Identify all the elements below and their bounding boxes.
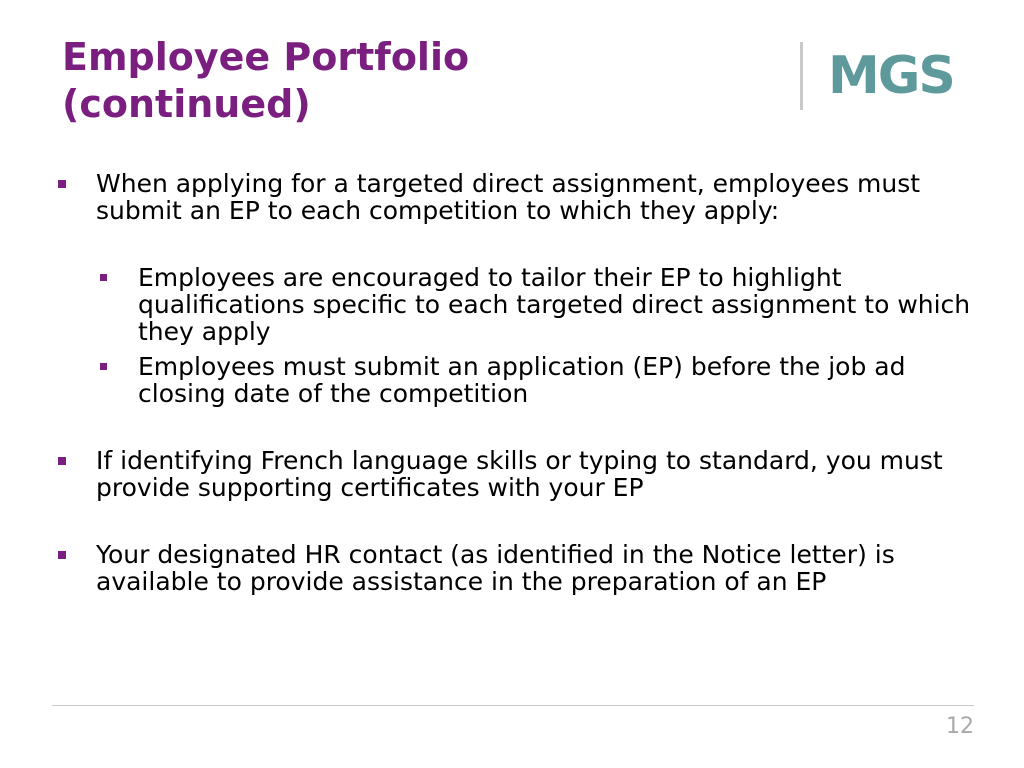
footer-divider bbox=[52, 705, 974, 706]
square-bullet-icon bbox=[100, 363, 107, 370]
bullet-text: When applying for a targeted direct assignment, employees must submit an EP to each competition to which they apply: bbox=[96, 169, 921, 225]
square-bullet-icon bbox=[58, 551, 66, 559]
square-bullet-icon bbox=[100, 274, 107, 281]
title-line-2: (continued) bbox=[62, 82, 311, 126]
page-number: 12 bbox=[946, 714, 974, 739]
bullet-text: Your designated HR contact (as identified in the Notice letter) is available to provide assistance in the preparation of an EP bbox=[96, 540, 895, 596]
title-line-1: Employee Portfolio bbox=[62, 35, 470, 79]
bullet-item bbox=[56, 541, 996, 595]
square-bullet-icon bbox=[58, 180, 66, 188]
sub-bullet-item bbox=[56, 264, 996, 345]
slide-title bbox=[62, 34, 702, 128]
bullet-text: If identifying French language skills or typing to standard, you must provide supporting certificates with your EP bbox=[96, 446, 943, 502]
bullet-list bbox=[56, 170, 996, 595]
bullet-item bbox=[56, 447, 996, 501]
square-bullet-icon bbox=[58, 457, 66, 465]
logo-text: MGS bbox=[828, 46, 954, 106]
sub-bullet-text: Employees must submit an application (EP) before the job ad closing date of the competition bbox=[138, 352, 906, 408]
bullet-item bbox=[56, 170, 996, 224]
sub-bullet-text: Employees are encouraged to tailor their EP to highlight qualifications specific to each targeted direct assignment to which they apply bbox=[138, 263, 971, 346]
sub-bullet-item bbox=[56, 353, 996, 407]
mgs-logo bbox=[800, 42, 980, 112]
logo-divider bbox=[800, 42, 803, 110]
